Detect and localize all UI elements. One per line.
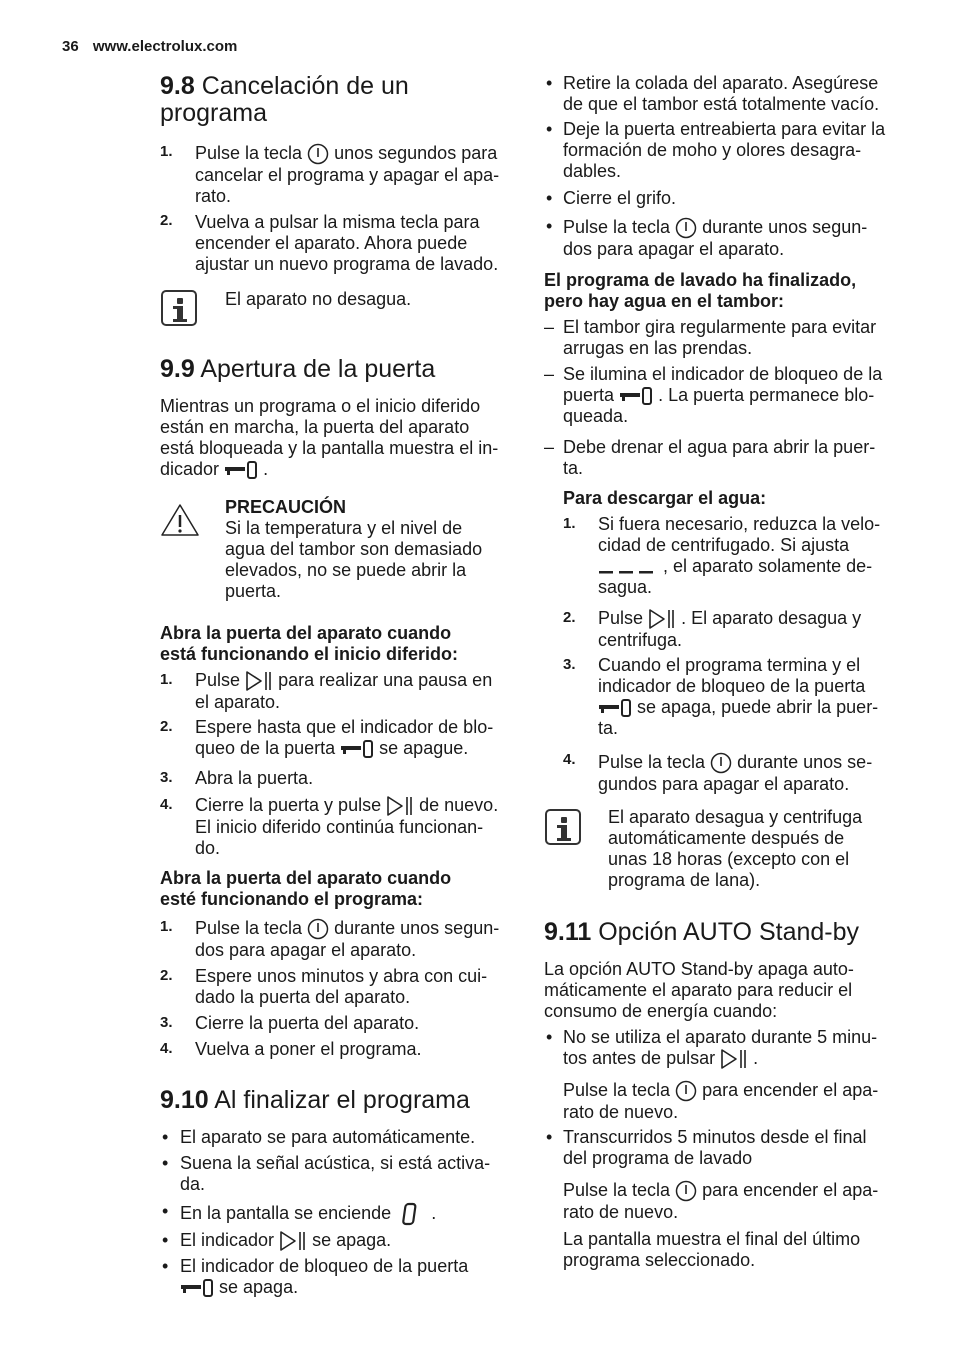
bullet: •: [546, 216, 553, 236]
list-number: 1.: [160, 671, 173, 688]
warning-icon: [160, 503, 200, 537]
door-lock-icon: [598, 698, 632, 718]
list-item: Pulse la tecla unos segundos para cancelar el programa y apagar el apa- rato.: [195, 143, 500, 207]
info-note: El aparato desagua y centrifuga automáticamente después de unas 18 horas (excepto con el programa de lana).: [608, 807, 863, 890]
section-9-11-title: 9.11 Opción AUTO Stand-by: [544, 918, 860, 946]
start-pause-icon: [279, 1230, 307, 1252]
door-lock-icon: [180, 1278, 214, 1298]
bullet: •: [546, 1127, 553, 1147]
caution-text: Si la temperatura y el nivel de agua del tambor son demasiado elevados, no se puede abrir la puerta.: [225, 518, 483, 601]
subheading: El programa de lavado ha finalizado, pero hay agua en el tambor:: [544, 270, 857, 311]
subheading: Para descargar el agua:: [563, 488, 767, 508]
power-icon: [710, 752, 732, 774]
section-9-9-title: 9.9 Apertura de la puerta: [160, 355, 436, 383]
power-icon: [307, 918, 329, 940]
list-number: 4.: [160, 796, 173, 813]
paragraph: La pantalla muestra el final del último programa seleccionado.: [563, 1229, 861, 1270]
section-9-11-intro: La opción AUTO Stand-by apaga auto- máticamente el aparato para reducir el consumo de energía cuando:: [544, 959, 854, 1021]
list-item: Vuelva a pulsar la misma tecla para encender el aparato. Ahora puede ajustar un nuevo programa de lavado.: [195, 212, 499, 274]
list-item: Espere hasta que el indicador de blo- queo de la puerta se apague.: [195, 717, 494, 758]
start-pause-icon: [720, 1048, 748, 1070]
bullet: •: [546, 188, 553, 208]
dash: –: [544, 364, 555, 384]
page-number: 36: [62, 38, 79, 55]
list-number: 2.: [563, 609, 576, 626]
list-item: En la pantalla se enciende .: [180, 1202, 436, 1226]
subheading: Abra la puerta del aparato cuando está funcionando el inicio diferido:: [160, 623, 459, 664]
door-lock-icon: [224, 460, 258, 480]
list-item: Si fuera necesario, reduzca la velo- cidad de centrifugado. Si ajusta , el aparato solamente de- sagua.: [598, 514, 881, 598]
bullet: •: [546, 73, 553, 93]
bullet: •: [162, 1256, 169, 1276]
page-header: [62, 38, 247, 55]
power-icon: [675, 1080, 697, 1102]
list-item: Suena la señal acústica, si está activa- da.: [180, 1153, 491, 1194]
start-pause-icon: [386, 795, 414, 817]
list-item: Espere unos minutos y abra con cui- dado la puerta del aparato.: [195, 966, 488, 1007]
list-item: Pulse la tecla durante unos segun- dos para apagar el aparato.: [195, 918, 500, 961]
list-item: Deje la puerta entreabierta para evitar la formación de moho y olores desagra- dables.: [563, 119, 886, 181]
list-item: Se ilumina el indicador de bloqueo de la puerta . La puerta permanece blo- queada.: [563, 364, 883, 427]
power-icon: [307, 143, 329, 165]
dash: –: [544, 437, 555, 457]
list-item: Cierre el grifo.: [563, 188, 677, 208]
info-icon: [545, 809, 581, 845]
list-item: Cierre la puerta del aparato.: [195, 1013, 420, 1033]
paragraph: Pulse la tecla para encender el apa- rato de nuevo.: [563, 1180, 879, 1223]
list-number: 3.: [563, 656, 576, 673]
list-number: 2.: [160, 212, 173, 229]
website: www.electrolux.com: [92, 38, 238, 55]
list-item: Transcurridos 5 minutos desde el final del programa de lavado: [563, 1127, 867, 1168]
bullet: •: [546, 1027, 553, 1047]
digit-zero-icon: [396, 1202, 426, 1226]
section-9-10-title: 9.10 Al finalizar el programa: [160, 1086, 470, 1114]
list-item: El indicador de bloqueo de la puerta se apaga.: [180, 1256, 469, 1297]
list-item: Pulse la tecla durante unos segun- dos para apagar el aparato.: [563, 217, 868, 260]
list-number: 4.: [160, 1040, 173, 1057]
section-9-9-intro: Mientras un programa o el inicio diferido están en marcha, la puerta del aparato está bloqueada y la pantalla muestra el in- dicador .: [160, 396, 499, 479]
section-9-8-title: 9.8 Cancelación de un programa: [160, 72, 409, 127]
list-item: El indicador se apaga.: [180, 1230, 391, 1252]
list-item: Pulse . El aparato desagua y centrifuga.: [598, 608, 862, 651]
list-item: Abra la puerta.: [195, 768, 314, 788]
list-number: 4.: [563, 751, 576, 768]
list-number: 1.: [160, 143, 173, 160]
start-pause-icon: [245, 670, 273, 692]
info-icon: [161, 290, 197, 326]
list-item: Pulse la tecla durante unos se- gundos para apagar el aparato.: [598, 752, 873, 795]
list-number: 1.: [563, 515, 576, 532]
power-icon: [675, 217, 697, 239]
list-item: Cuando el programa termina y el indicador de bloqueo de la puerta se apaga, puede abrir la puer- ta.: [598, 655, 879, 739]
list-number: 3.: [160, 1014, 173, 1031]
door-lock-icon: [619, 386, 653, 406]
bullet: •: [162, 1153, 169, 1173]
bullet: •: [162, 1201, 169, 1221]
bullet: •: [162, 1127, 169, 1147]
list-item: Debe drenar el agua para abrir la puer- ta.: [563, 437, 876, 478]
bullet: •: [546, 119, 553, 139]
list-number: 1.: [160, 918, 173, 935]
door-lock-icon: [340, 739, 374, 759]
list-item: Vuelva a poner el programa.: [195, 1039, 422, 1059]
list-item: Pulse para realizar una pausa en el aparato.: [195, 670, 493, 713]
subheading: Abra la puerta del aparato cuando esté funcionando el programa:: [160, 868, 452, 909]
list-number: 3.: [160, 769, 173, 786]
list-item: Retire la colada del aparato. Asegúrese de que el tambor está totalmente vacío.: [563, 73, 880, 114]
power-icon: [675, 1180, 697, 1202]
info-note: El aparato no desagua.: [225, 289, 412, 309]
paragraph: Pulse la tecla para encender el apa- rato de nuevo.: [563, 1080, 879, 1123]
list-item: No se utiliza el aparato durante 5 minu- tos antes de pulsar .: [563, 1027, 877, 1070]
dashes-icon: [598, 557, 658, 577]
dash: –: [544, 317, 555, 337]
caution-title: PRECAUCIÓN: [225, 497, 347, 517]
list-number: 2.: [160, 967, 173, 984]
bullet: •: [162, 1230, 169, 1250]
list-item: El tambor gira regularmente para evitar arrugas en las prendas.: [563, 317, 877, 358]
list-number: 2.: [160, 718, 173, 735]
start-pause-icon: [648, 608, 676, 630]
list-item: El aparato se para automáticamente.: [180, 1127, 476, 1147]
list-item: Cierre la puerta y pulse de nuevo. El inicio diferido continúa funcionan- do.: [195, 795, 499, 859]
